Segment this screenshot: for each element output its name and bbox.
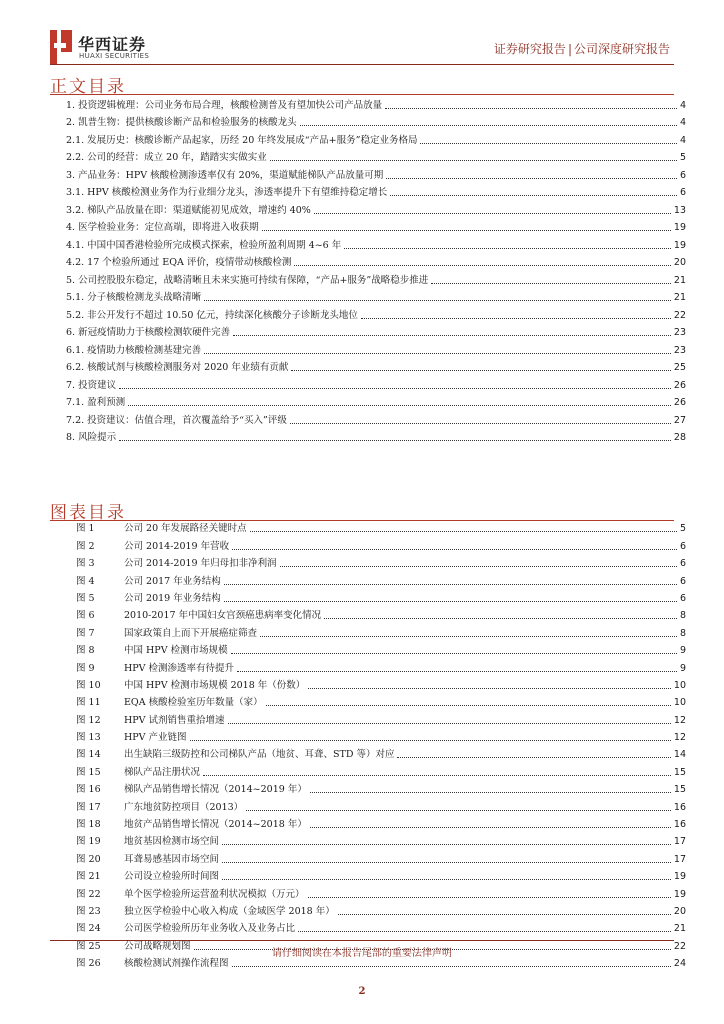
figure-entry-text: 2010-2017 年中国妇女宫颈癌患病率变化情况: [124, 610, 322, 622]
figure-entry[interactable]: [76, 518, 686, 535]
toc-entry-text: 7. 投资建议: [66, 379, 117, 391]
toc-entry[interactable]: [66, 357, 686, 375]
figure-leader-dots: [310, 791, 671, 793]
toc-leader-dots: [300, 124, 677, 126]
figure-entry[interactable]: [76, 796, 686, 813]
toc-entry[interactable]: [66, 287, 686, 305]
figure-entry-text: 中国 HPV 检测市场规模 2018 年（份数）: [124, 679, 306, 691]
figure-entry-text: 核酸检测试剂操作流程图: [124, 958, 229, 970]
figure-entry-page: 6: [679, 558, 686, 570]
toc-entry[interactable]: [66, 164, 686, 182]
figure-entry-page: 19: [673, 871, 686, 883]
figure-entry-label: 图 9: [76, 662, 95, 674]
report-subtype: 公司深度研究报告: [573, 42, 670, 56]
figure-entry-text: 公司 20 年发展路径关键时点: [124, 523, 247, 535]
figure-entry[interactable]: [76, 918, 686, 935]
figure-entry-page: 10: [673, 679, 686, 691]
toc-leader-dots: [361, 317, 671, 319]
toc-entry[interactable]: [66, 409, 686, 427]
toc-entry-page: 21: [673, 274, 686, 286]
figure-entry-page: 16: [673, 819, 686, 831]
figure-leader-dots: [310, 826, 671, 828]
toc-leader-dots: [386, 177, 677, 179]
figure-leader-dots: [222, 843, 671, 845]
toc-entry[interactable]: [66, 304, 686, 322]
figure-entry[interactable]: [76, 761, 686, 778]
figure-entry-page: 12: [673, 714, 686, 726]
figure-entry-page: 17: [673, 853, 686, 865]
figure-leader-dots: [324, 617, 677, 619]
toc-entry-text: 7.2. 投资建议：估值合理，首次覆盖给予“买入”评级: [66, 414, 287, 426]
figure-leader-dots: [308, 687, 671, 689]
toc-entry-text: 7.1. 盈利预测: [66, 397, 126, 408]
figure-entry-text: 梯队产品注册状况: [124, 766, 201, 778]
toc-title: 正文目录: [50, 77, 126, 97]
toc-entry-text: 2.1. 发展历史：核酸诊断产品起家，历经 20 年终发展成“产品+服务”稳定业务格局: [66, 134, 418, 146]
figure-entry-text: 耳聋易感基因市场空间: [124, 853, 220, 865]
figure-entry-page: 15: [673, 784, 686, 796]
figure-entry[interactable]: [76, 883, 686, 900]
figure-leader-dots: [338, 913, 671, 915]
footer-divider: [50, 940, 674, 941]
header-separator: |: [567, 42, 572, 56]
figure-entry-text: 出生缺陷三级防控和公司梯队产品（地贫、耳聋、STD 等）对应: [124, 749, 395, 761]
figure-entry-page: 9: [679, 662, 686, 674]
figure-entry-page: 19: [673, 888, 686, 900]
toc-entry-text: 5. 公司控股股东稳定，战略清晰且未来实施可持续有保障，“产品+服务”战略稳步推进: [66, 274, 429, 286]
toc-entry-text: 2. 凯普生物：提供核酸诊断产品和检验服务的核酸龙头: [66, 117, 297, 128]
toc-entry[interactable]: [66, 322, 686, 340]
toc-entry[interactable]: [66, 427, 686, 445]
toc-leader-dots: [290, 422, 671, 424]
figure-entry-label: 图 6: [76, 610, 95, 622]
figure-entry-text: 中国 HPV 检测市场规模: [124, 645, 228, 657]
figure-entry-label: 图 4: [76, 575, 95, 587]
toc-entry-page: 4: [679, 134, 686, 146]
toc-leader-dots: [262, 229, 671, 231]
page-number: 2: [358, 986, 366, 997]
toc-entry-page: 13: [673, 204, 686, 216]
figure-entry-label: 图 1: [76, 523, 95, 535]
toc-entry[interactable]: [66, 374, 686, 392]
toc-entry-text: 5.2. 非公开发行不超过 10.50 亿元，持续深化核酸分子诊断龙头地位: [66, 309, 358, 321]
figure-entry-label: 图 24: [76, 923, 101, 935]
toc-leader-dots: [270, 159, 677, 161]
toc-entry-text: 6. 新冠疫情助力于核酸检测软硬件完善: [66, 327, 231, 338]
figure-entry-page: 24: [673, 958, 686, 970]
toc-entry-page: 22: [673, 309, 686, 321]
figure-entry-label: 图 15: [76, 766, 101, 778]
toc-entry[interactable]: [66, 217, 686, 235]
figure-entry-text: HPV 试剂销售重拾增速: [124, 714, 225, 726]
figure-entry-label: 图 2: [76, 540, 95, 552]
toc-entry-page: 4: [679, 99, 686, 111]
toc-entry-text: 1. 投资逻辑梳理：公司业务布局合理，核酸检测普及有望加快公司产品放量: [66, 99, 383, 111]
toc-entry-text: 3.1. HPV 核酸检测业务作为行业细分龙头，渗透率提升下有望维持稳定增长: [66, 187, 388, 198]
toc-entry[interactable]: [66, 94, 686, 112]
report-type-label: [494, 40, 670, 57]
figure-entry-label: 图 3: [76, 558, 95, 570]
figure-leader-dots: [190, 739, 671, 741]
figure-entry-text: 独立医学检验中心收入构成（金域医学 2018 年）: [124, 905, 335, 917]
figure-entry-label: 图 16: [76, 784, 101, 796]
figure-entry-text: 梯队产品销售增长情况（2014~2019 年）: [124, 784, 307, 796]
report-type: 证券研究报告: [493, 42, 566, 56]
figure-leader-dots: [222, 878, 671, 880]
figure-entry-text: 地贫产品销售增长情况（2014~2018 年）: [124, 819, 307, 831]
figure-entry-label: 图 12: [76, 714, 101, 726]
figure-entry[interactable]: [76, 848, 686, 865]
figure-leader-dots: [280, 565, 677, 567]
figure-entry[interactable]: [76, 675, 686, 692]
figure-entry-page: 6: [679, 575, 686, 587]
figure-leader-dots: [298, 930, 671, 932]
header-divider: [50, 64, 674, 65]
figure-leader-dots: [266, 704, 671, 706]
huaxi-logo-icon: [50, 30, 72, 64]
figure-entry[interactable]: [76, 657, 686, 674]
toc-entry-page: 26: [673, 379, 686, 391]
figure-entry-text: EQA 核酸检验室历年数量（家）: [124, 697, 263, 709]
toc-entry-text: 8. 风险提示: [66, 432, 117, 443]
figure-entry-label: 图 21: [76, 871, 101, 883]
figure-entry-text: 公司 2014-2019 年归母扣非净利润: [124, 558, 277, 570]
figure-leader-dots: [224, 600, 677, 602]
figure-entry-text: 公司 2017 年业务结构: [124, 575, 221, 587]
toc-entry[interactable]: [66, 199, 686, 217]
figure-entry-text: 单个医学检验所运营盈利状况模拟（万元）: [124, 888, 305, 900]
figure-entry[interactable]: [76, 779, 686, 796]
toc-entry-page: 4: [679, 117, 686, 128]
toc-entry[interactable]: [66, 392, 686, 410]
figure-entry[interactable]: [76, 570, 686, 587]
toc-leader-dots: [420, 142, 677, 144]
toc-entry-page: 19: [673, 222, 686, 233]
figure-entry-page: 14: [673, 749, 686, 761]
toc-entry-text: 4. 医学检验业务：定位高端，即将进入收获期: [66, 222, 259, 233]
figure-entry[interactable]: [76, 866, 686, 883]
toc-entry-text: 6.1. 疫情助力核酸检测基建完善: [66, 344, 202, 356]
toc-entry-text: 3.2. 梯队产品放量在即：渠道赋能初见成效，增速约 40%: [66, 204, 311, 216]
toc-entry-page: 23: [673, 344, 686, 356]
toc-entry-text: 6.2. 核酸试剂与核酸检测服务对 2020 年业绩有贡献: [66, 362, 289, 373]
figure-entry-text: 公司设立检验所时间图: [124, 871, 220, 883]
toc-entry[interactable]: [66, 147, 686, 165]
figure-entry-label: 图 19: [76, 836, 101, 848]
figure-entry[interactable]: [76, 692, 686, 709]
figure-entry[interactable]: [76, 622, 686, 639]
toc-entry[interactable]: [66, 112, 686, 130]
figure-leader-dots: [237, 670, 677, 672]
figure-leader-dots: [250, 530, 677, 532]
toc-leader-dots: [204, 299, 671, 301]
toc-entry[interactable]: [66, 129, 686, 147]
figure-entry-text: HPV 产业链图: [124, 732, 187, 744]
logo-company-name-en: HUAXI SECURITIES: [79, 52, 150, 60]
legal-disclaimer: 请仔细阅读在本报告尾部的重要法律声明: [272, 948, 452, 959]
toc-entry-text: 2.2. 公司的经营：成立 20 年，踏踏实实做实业: [66, 152, 267, 163]
toc-leader-dots: [390, 194, 677, 196]
toc-leader-dots: [385, 107, 677, 109]
figure-entry[interactable]: [76, 709, 686, 726]
toc-entry-page: 6: [679, 169, 686, 181]
figure-entry-page: 10: [673, 697, 686, 709]
figure-entry-text: 公司 2014-2019 年营收: [124, 540, 230, 552]
figure-leader-dots: [232, 548, 677, 550]
figure-entry[interactable]: [76, 744, 686, 761]
toc-leader-dots: [291, 369, 671, 371]
figure-leader-dots: [231, 652, 677, 654]
figure-entry-page: 15: [673, 766, 686, 778]
figure-entry-text: HPV 检测渗透率有待提升: [124, 662, 235, 674]
figure-entry-label: 图 10: [76, 679, 101, 691]
figure-entry-label: 图 20: [76, 853, 101, 865]
figure-leader-dots: [224, 583, 677, 585]
figure-entry-page: 6: [679, 592, 686, 604]
toc-entry-page: 23: [673, 327, 686, 338]
figure-entry-page: 16: [673, 801, 686, 813]
figure-entry-page: 21: [673, 923, 686, 935]
figure-entry-page: 8: [679, 627, 686, 639]
figure-list-title: 图表目录: [50, 503, 126, 523]
toc-entry[interactable]: [66, 234, 686, 252]
toc-leader-dots: [204, 352, 671, 354]
figure-entry-label: 图 13: [76, 732, 101, 744]
toc-leader-dots: [119, 439, 671, 441]
toc-entry-page: 5: [679, 152, 686, 163]
figure-entry[interactable]: [76, 901, 686, 918]
toc-leader-dots: [344, 247, 671, 249]
toc-entry-page: 28: [673, 432, 686, 443]
figure-entry-page: 5: [679, 523, 686, 535]
figure-entry[interactable]: [76, 831, 686, 848]
toc-leader-dots: [294, 264, 671, 266]
figure-entry-page: 22: [673, 940, 686, 952]
figure-entry[interactable]: [76, 535, 686, 552]
toc-entry-page: 27: [673, 414, 686, 426]
toc-entry-text: 5.1. 分子核酸检测龙头战略清晰: [66, 292, 202, 303]
figure-leader-dots: [397, 756, 670, 758]
figure-leader-dots: [228, 722, 671, 724]
figure-entry-page: 9: [679, 645, 686, 657]
figure-entry-label: 图 11: [76, 697, 101, 709]
figure-entry-text: 公司 2019 年业务结构: [124, 592, 221, 604]
toc-entry[interactable]: [66, 339, 686, 357]
figure-entry-label: 图 17: [76, 801, 101, 813]
toc-list: [66, 94, 686, 444]
toc-entry-page: 26: [673, 397, 686, 408]
figure-entry-text: 公司医学检验所历年业务收入及业务占比: [124, 923, 296, 935]
toc-entry-page: 21: [673, 292, 686, 303]
toc-leader-dots: [431, 282, 671, 284]
figure-leader-dots: [203, 774, 671, 776]
figure-leader-dots: [232, 965, 671, 967]
figure-entry-page: 8: [679, 610, 686, 622]
figure-entry[interactable]: [76, 727, 686, 744]
figure-entry-label: 图 26: [76, 958, 101, 970]
toc-entry-page: 25: [673, 362, 686, 373]
figure-leader-dots: [246, 809, 671, 811]
figure-entry-label: 图 22: [76, 888, 101, 900]
figure-entry-text: 公司战略规划图: [124, 940, 191, 952]
toc-entry[interactable]: [66, 269, 686, 287]
figure-entry-page: 20: [673, 905, 686, 917]
figure-list: [76, 518, 686, 970]
toc-leader-dots: [314, 212, 671, 214]
toc-entry-page: 19: [673, 239, 686, 251]
figure-entry[interactable]: [76, 814, 686, 831]
figure-entry-page: 6: [679, 540, 686, 552]
toc-entry[interactable]: [66, 182, 686, 200]
figure-leader-dots: [222, 861, 671, 863]
figure-entry-page: 12: [673, 732, 686, 744]
figure-entry-label: 图 23: [76, 905, 101, 917]
toc-entry[interactable]: [66, 252, 686, 270]
toc-leader-dots: [233, 334, 671, 336]
logo-company-name: 华西证券: [78, 35, 147, 54]
toc-leader-dots: [119, 387, 671, 389]
toc-entry-text: 4.1. 中国中国香港检验所完成模式探索，检验所盈利周期 4~6 年: [66, 239, 342, 251]
figure-entry-label: 图 18: [76, 819, 101, 831]
figure-entry-label: 图 14: [76, 749, 101, 761]
figure-entry-label: 图 7: [76, 627, 95, 639]
figure-entry-text: 地贫基因检测市场空间: [124, 836, 220, 848]
page-header: [0, 0, 724, 70]
figure-entry[interactable]: [76, 640, 686, 657]
toc-entry-text: 3. 产品业务：HPV 核酸检测渗透率仅有 20%，渠道赋能梯队产品放量可期: [66, 169, 384, 181]
toc-entry-text: 4.2. 17 个检验所通过 EQA 评价，疫情带动核酸检测: [66, 257, 292, 268]
toc-leader-dots: [128, 404, 671, 406]
figure-entry-label: 图 8: [76, 645, 95, 657]
figure-leader-dots: [260, 635, 677, 637]
figure-entry[interactable]: [76, 553, 686, 570]
figure-entry-label: 图 5: [76, 592, 95, 604]
figure-entry[interactable]: [76, 605, 686, 622]
figure-entry-label: 图 25: [76, 940, 101, 952]
toc-entry-page: 6: [679, 187, 686, 198]
toc-entry-page: 20: [673, 257, 686, 268]
figure-leader-dots: [308, 896, 671, 898]
figure-entry[interactable]: [76, 588, 686, 605]
figure-entry-page: 17: [673, 836, 686, 848]
figure-entry-text: 广东地贫防控项目（2013）: [124, 801, 244, 813]
figure-entry-text: 国家政策自上而下开展癌症筛查: [124, 627, 258, 639]
